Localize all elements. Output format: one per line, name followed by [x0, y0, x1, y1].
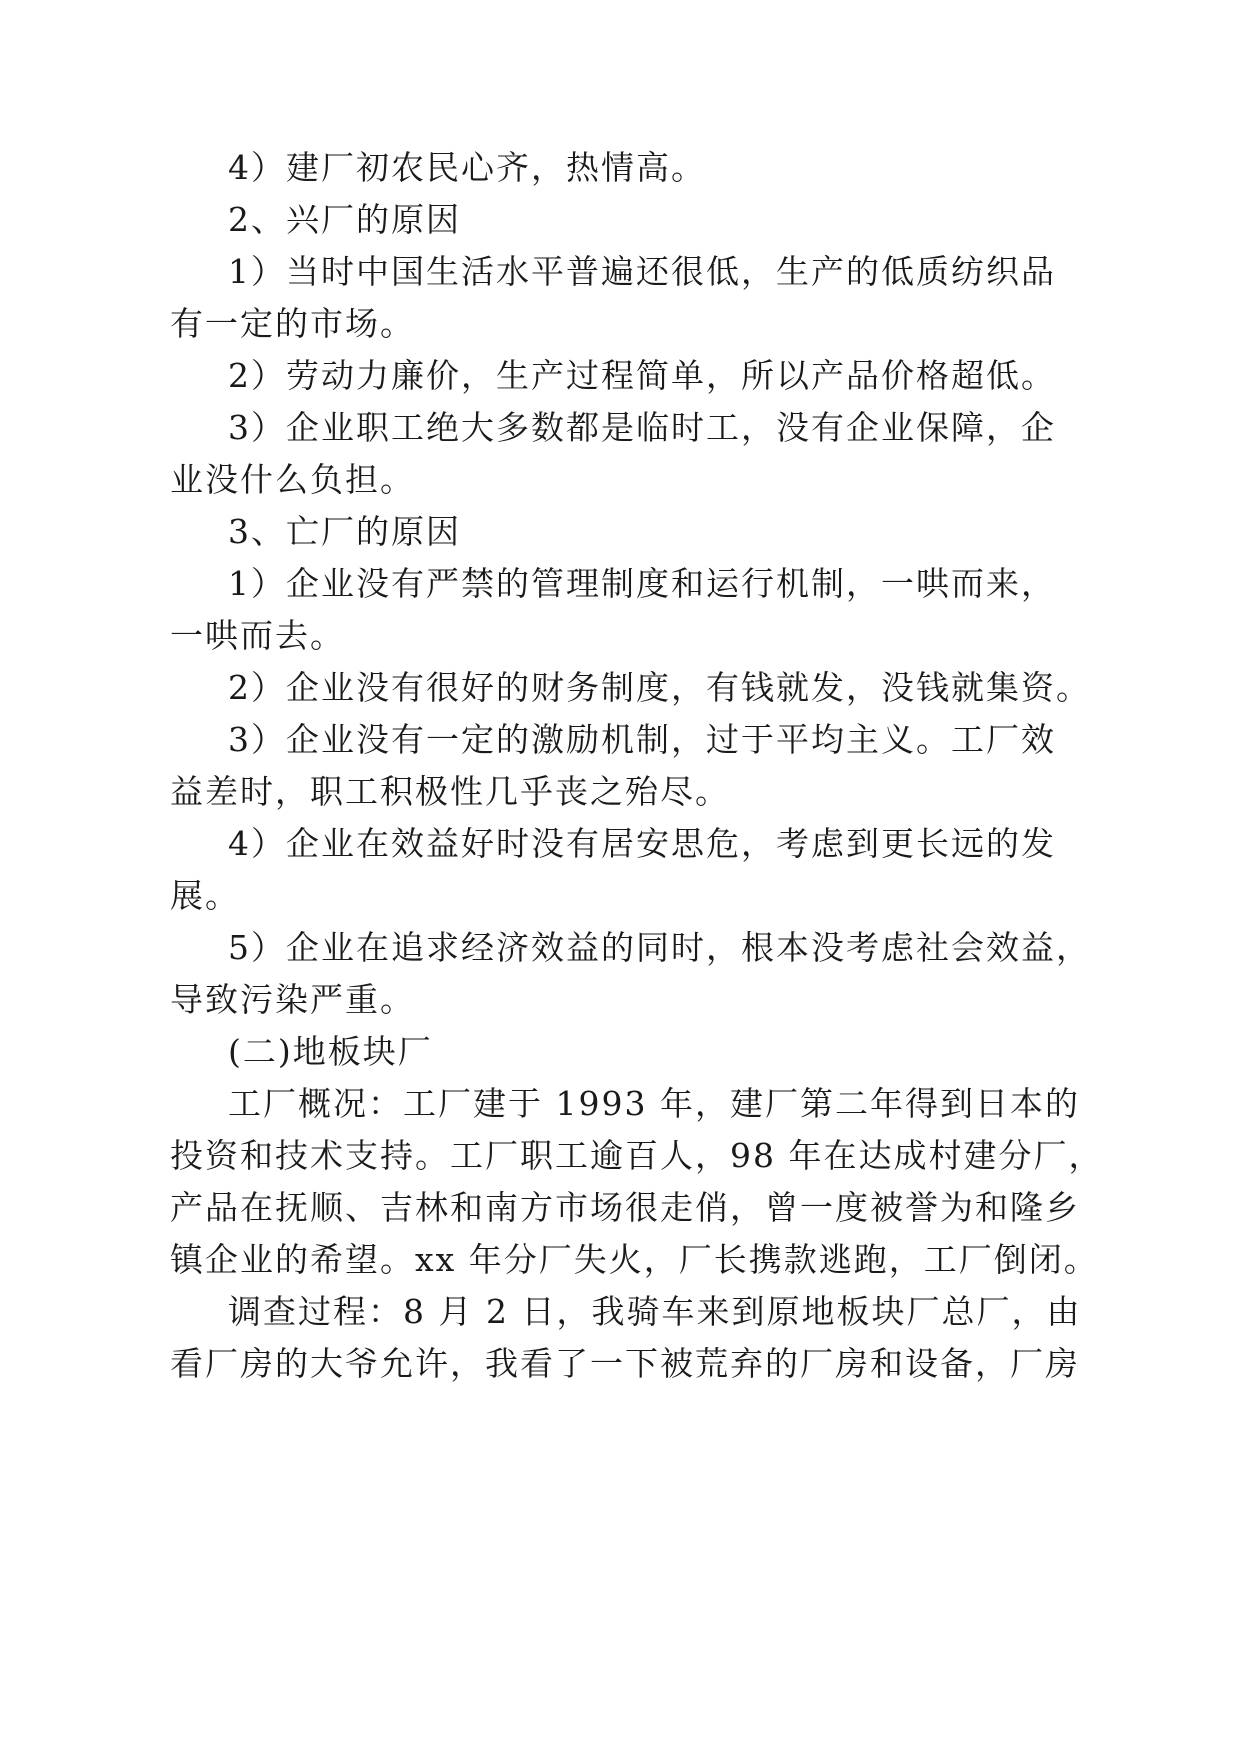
text-line: 2）企业没有很好的财务制度，有钱就发，没钱就集资。 — [228, 668, 1091, 707]
subsection-heading: (二)地板块厂 — [228, 1032, 433, 1071]
text-line: 5）企业在追求经济效益的同时，根本没考虑社会效益， — [228, 928, 1091, 967]
text-line: 投资和技术支持。工厂职工逾百人，98 年在达成村建分厂， — [170, 1136, 1104, 1175]
text-line: 一哄而去。 — [170, 616, 345, 655]
text-line: 镇企业的希望。xx 年分厂失火，厂长携款逃跑，工厂倒闭。 — [170, 1240, 1099, 1279]
text-line: 有一定的市场。 — [170, 304, 415, 343]
text-line: 看厂房的大爷允许，我看了一下被荒弃的厂房和设备，厂房 — [170, 1344, 1080, 1383]
text-line: 1）当时中国生活水平普遍还很低，生产的低质纺织品 — [228, 252, 1056, 291]
text-line: 4）企业在效益好时没有居安思危，考虑到更长远的发 — [228, 824, 1056, 863]
text-line: 工厂概况：工厂建于 1993 年，建厂第二年得到日本的 — [228, 1084, 1080, 1123]
section-heading: 2、兴厂的原因 — [228, 200, 461, 239]
text-line: 导致污染严重。 — [170, 980, 415, 1019]
section-heading: 3、亡厂的原因 — [228, 512, 461, 551]
text-line: 4）建厂初农民心齐，热情高。 — [228, 148, 706, 187]
text-line: 2）劳动力廉价，生产过程简单，所以产品价格超低。 — [228, 356, 1056, 395]
text-line: 调查过程：8 月 2 日，我骑车来到原地板块厂总厂，由 — [228, 1292, 1082, 1331]
text-line: 产品在抚顺、吉林和南方市场很走俏，曾一度被誉为和隆乡 — [170, 1188, 1080, 1227]
text-line: 3）企业职工绝大多数都是临时工，没有企业保障，企 — [228, 408, 1056, 447]
text-line: 1）企业没有严禁的管理制度和运行机制，一哄而来， — [228, 564, 1056, 603]
text-line: 展。 — [170, 876, 240, 915]
text-line: 益差时，职工积极性几乎丧之殆尽。 — [170, 772, 730, 811]
text-line: 3）企业没有一定的激励机制，过于平均主义。工厂效 — [228, 720, 1056, 759]
text-line: 业没什么负担。 — [170, 460, 415, 499]
